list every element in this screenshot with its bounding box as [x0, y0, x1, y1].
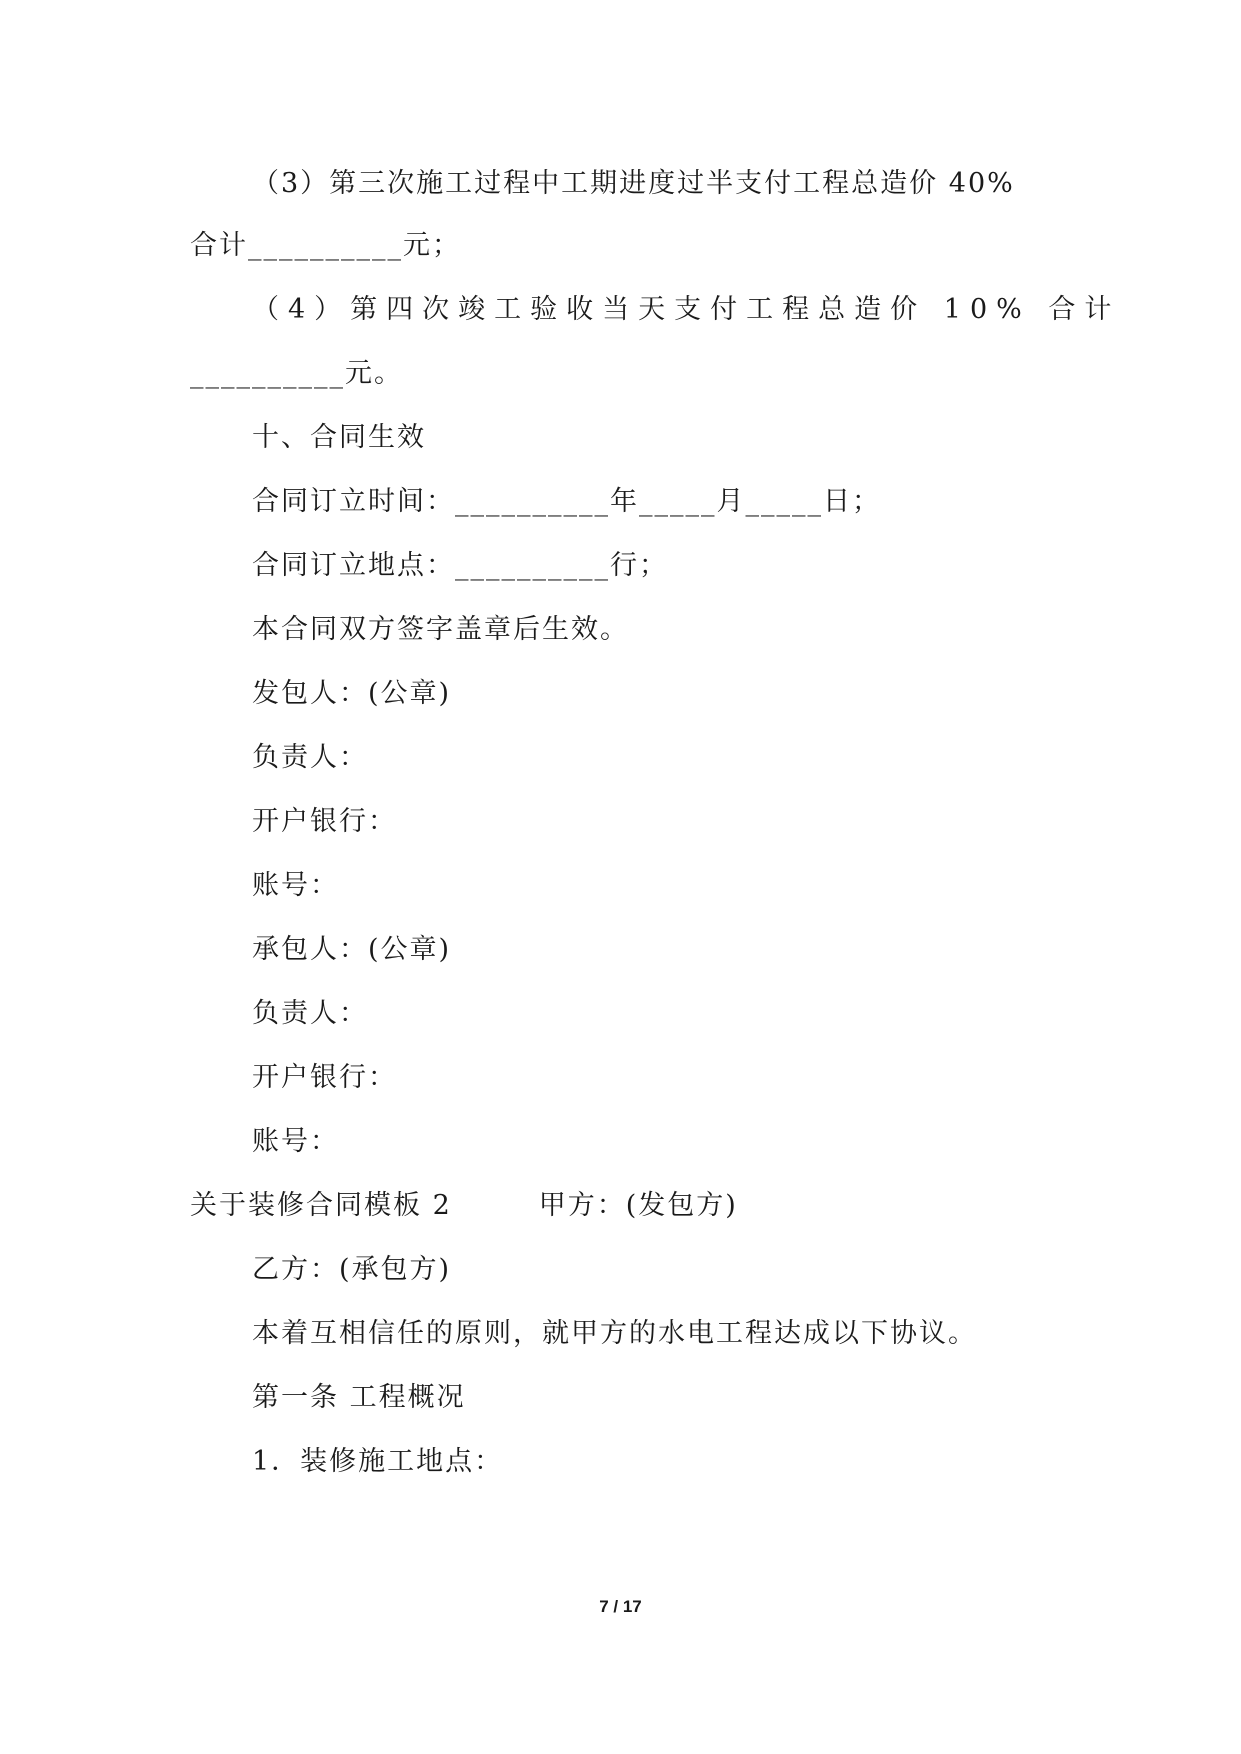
employer-seal-line: 发包人：(公章) — [252, 678, 452, 709]
contract-location-line: 合同订立地点：__________行； — [252, 550, 668, 581]
payment-item-4-line2: __________元。 — [190, 358, 403, 389]
contract-effective-line: 本合同双方签字盖章后生效。 — [252, 614, 629, 645]
employer-bank-line: 开户银行： — [252, 806, 397, 837]
construction-location-line: 1．装修施工地点： — [252, 1446, 504, 1477]
contractor-bank-line: 开户银行： — [252, 1062, 397, 1093]
article-1-heading: 第一条 工程概况 — [252, 1382, 466, 1413]
page-number: 7 / 17 — [599, 1597, 642, 1616]
contractor-account-line: 账号： — [252, 1126, 339, 1157]
contract-date-line: 合同订立时间：__________年_____月_____日； — [252, 486, 881, 517]
employer-responsible-line: 负责人： — [252, 742, 368, 773]
party-b-line: 乙方：(承包方) — [252, 1254, 452, 1285]
payment-item-3-line1: （3）第三次施工过程中工期进度过半支付工程总造价 40% — [252, 168, 1015, 199]
employer-account-line: 账号： — [252, 870, 339, 901]
section-heading-contract-effect: 十、合同生效 — [252, 422, 426, 453]
contractor-responsible-line: 负责人： — [252, 998, 368, 1029]
payment-item-4-line1: （4）第四次竣工验收当天支付工程总造价 10% 合计 — [252, 294, 1121, 325]
payment-item-3-line2: 合计__________元； — [190, 230, 461, 261]
template-2-heading-line: 关于装修合同模板 2 甲方：(发包方) — [190, 1190, 738, 1221]
contractor-seal-line: 承包人：(公章) — [252, 934, 452, 965]
agreement-intro-line: 本着互相信任的原则，就甲方的水电工程达成以下协议。 — [252, 1318, 977, 1349]
